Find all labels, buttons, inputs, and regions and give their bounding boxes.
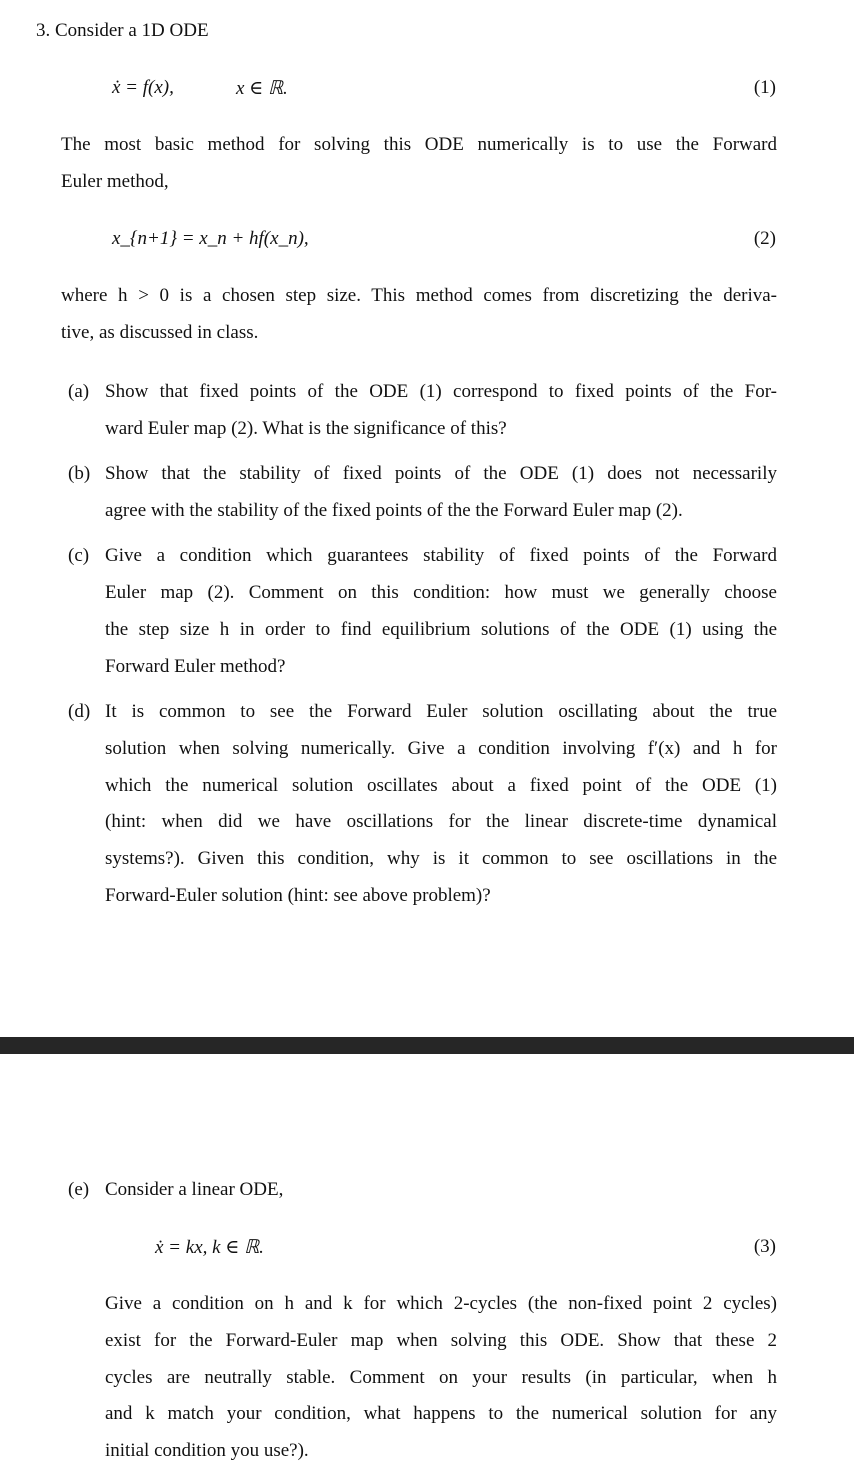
part-c-label: (c) [68,545,90,566]
part-d-line-3: which the numerical solution oscillates about a fixed point of the ODE (1) [105,775,777,796]
part-e-intro: Consider a linear ODE, [105,1179,284,1200]
part-d-line-4: (hint: when did we have oscillations for the linear discrete-time dynamical [105,811,777,832]
equation-3-number: (3) [753,1236,776,1257]
equation-1-number: (1) [753,77,776,98]
after-line-2: tive, as discussed in class. [61,322,259,343]
part-b-line-1: Show that the stability of fixed points of the ODE (1) does not necessarily [105,463,777,484]
problem-title: 3. Consider a 1D ODE [36,20,209,41]
part-c-line-2: Euler map (2). Comment on this condition: how must we generally choose [105,582,777,603]
page-separator [0,1037,854,1054]
part-a-line-2: ward Euler map (2). What is the significance of this? [105,418,507,439]
part-e-line-3: cycles are neutrally stable. Comment on your results (in particular, when h [105,1367,777,1388]
part-e-line-2: exist for the Forward-Euler map when solving this ODE. Show that these 2 [105,1330,777,1351]
part-e-label: (e) [68,1179,90,1200]
part-d-line-6: Forward-Euler solution (hint: see above problem)? [105,885,491,906]
equation-2-number: (2) [753,228,776,249]
part-c-line-4: Forward Euler method? [105,656,286,677]
part-d-line-5: systems?). Given this condition, why is it common to see oscillations in the [105,848,777,869]
part-a-line-1: Show that fixed points of the ODE (1) correspond to fixed points of the For- [105,381,777,402]
part-a-label: (a) [68,381,90,402]
equation-3: ẋ = kx, k ∈ ℝ. [155,1237,264,1258]
part-c-line-3: the step size h in order to find equilibrium solutions of the ODE (1) using the [105,619,777,640]
part-e-line-1: Give a condition on h and k for which 2-cycles (the non-fixed point 2 cycles) [105,1293,777,1314]
part-e-line-4: and k match your condition, what happens to the numerical solution for any [105,1403,777,1424]
intro-line-1: The most basic method for solving this ODE numerically is to use the Forward [61,134,777,155]
part-b-label: (b) [68,463,91,484]
intro-line-2: Euler method, [61,171,169,192]
after-line-1: where h > 0 is a chosen step size. This method comes from discretizing the deriva- [61,285,777,306]
part-e-line-5: initial condition you use?). [105,1440,309,1461]
part-b-line-2: agree with the stability of the fixed points of the the Forward Euler map (2). [105,500,683,521]
equation-2: x_{n+1} = x_n + hf(x_n), [112,228,309,249]
part-d-line-1: It is common to see the Forward Euler solution oscillating about the true [105,701,777,722]
equation-1: ẋ = f(x), [112,77,174,98]
part-d-label: (d) [68,701,91,722]
equation-1-domain: x ∈ ℝ. [236,78,288,99]
part-d-line-2: solution when solving numerically. Give a condition involving f′(x) and h for [105,738,777,759]
part-c-line-1: Give a condition which guarantees stability of fixed points of the Forward [105,545,777,566]
